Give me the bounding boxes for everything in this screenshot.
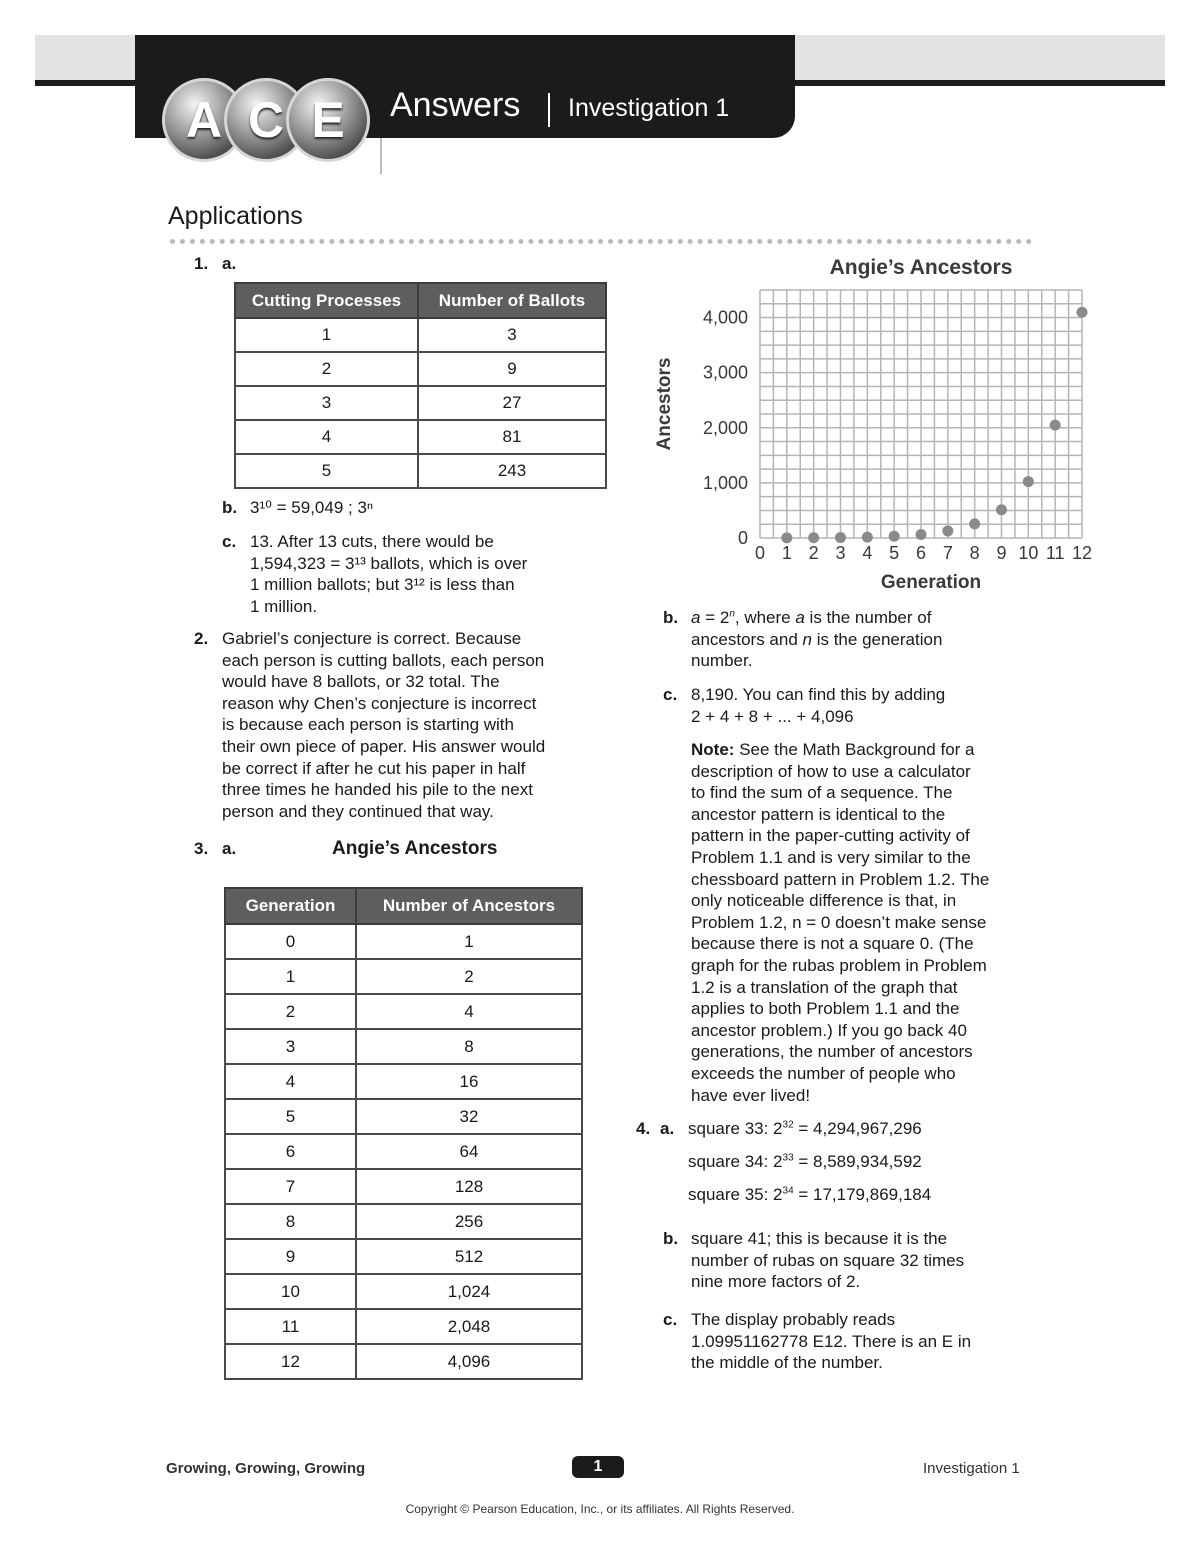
- table-row: [225, 1239, 582, 1274]
- y-tick-label: 4,000: [702, 307, 748, 328]
- table-cell: 6: [225, 1134, 356, 1169]
- data-point: [862, 532, 873, 543]
- x-tick-label: 5: [889, 543, 900, 563]
- q3-c-line: 8,190. You can find this by adding: [691, 685, 946, 704]
- q3-table-title: Angie’s Ancestors: [332, 838, 498, 859]
- table-cell: 2: [235, 352, 418, 386]
- table-cell: 27: [418, 386, 606, 420]
- q1-c-label: c.: [222, 532, 237, 551]
- data-point: [1023, 476, 1034, 487]
- q2-line: person and they continued that way.: [222, 801, 494, 821]
- q3-b-line: number.: [691, 651, 753, 671]
- x-tick-label: 10: [1018, 543, 1039, 563]
- q3-note-line: Problem 1.1 and is very similar to the: [691, 847, 971, 867]
- table-cell: 3: [225, 1029, 356, 1064]
- data-point: [996, 504, 1007, 515]
- q1-c-line: 1,594,323 = 3¹³ ballots, which is over: [250, 553, 528, 573]
- q4-c-line: 1.09951162778 E12. There is an E in: [691, 1331, 972, 1351]
- y-tick-label: 1,000: [702, 472, 748, 493]
- q2-line: three times he handed his pile to the next: [222, 780, 533, 800]
- table-cell: 1: [225, 959, 356, 994]
- q3-c-text: [691, 684, 945, 727]
- table-cell: 64: [356, 1134, 582, 1169]
- ancestors-table: [224, 887, 583, 1380]
- footer-investigation: Investigation 1: [923, 1460, 1020, 1477]
- q3-note-line: have ever lived!: [691, 1085, 811, 1105]
- table-cell: 128: [356, 1169, 582, 1204]
- col-header: Number of Ancestors: [356, 888, 582, 924]
- table-row: [225, 1344, 582, 1379]
- table-row: [225, 994, 582, 1029]
- page-number: 1: [572, 1456, 624, 1478]
- table-row: [235, 318, 606, 352]
- q1-number: 1.: [194, 254, 209, 273]
- table-row: [225, 1099, 582, 1134]
- q3-note-line: to find the sum of a sequence. The: [691, 783, 953, 803]
- q1-a-label: a.: [222, 254, 237, 273]
- table-row: [225, 1064, 582, 1099]
- table-cell: 8: [225, 1204, 356, 1239]
- q4-a-line: square 33: $2^{32} = 4,294,967,296$: [688, 1119, 922, 1138]
- q2-line: reason why Chen’s conjecture is incorrect: [222, 693, 537, 713]
- data-point: [835, 532, 846, 543]
- table-cell: 8: [356, 1029, 582, 1064]
- logo-letter-c: C: [224, 78, 308, 162]
- q3-note-line: only noticeable difference is that, in: [691, 891, 957, 911]
- table-cell: 4,096: [356, 1344, 582, 1379]
- q4-c-label: c.: [663, 1310, 678, 1329]
- data-point: [1077, 307, 1088, 318]
- x-tick-label: 4: [862, 543, 873, 563]
- q3-b-label: b.: [663, 608, 679, 627]
- x-axis-label: Generation: [880, 572, 982, 593]
- q3-note-line: description of how to use a calculator: [691, 761, 971, 781]
- col-header: Number of Ballots: [418, 283, 606, 318]
- table-cell: 4: [225, 1064, 356, 1099]
- q4-b-line: number of rubas on square 32 times: [691, 1250, 965, 1270]
- note-label: Note:: [691, 740, 735, 759]
- note-text: See the Math Background for a: [739, 740, 975, 759]
- table-cell: 1,024: [356, 1274, 582, 1309]
- table-cell: 7: [225, 1169, 356, 1204]
- table-row: [225, 1274, 582, 1309]
- table-row: [225, 1169, 582, 1204]
- table-cell: 2,048: [356, 1309, 582, 1344]
- q4-b-line: nine more factors of 2.: [691, 1272, 861, 1292]
- x-tick-label: 9: [996, 543, 1007, 563]
- q2-line: Gabriel’s conjecture is correct. Because: [222, 629, 522, 648]
- q1-b-text: 3¹⁰ = 59,049 ; 3ⁿ: [250, 498, 374, 517]
- table-cell: 16: [356, 1064, 582, 1099]
- q1-c-text: [250, 531, 527, 617]
- table-cell: 3: [418, 318, 606, 352]
- q4-a-label: a.: [660, 1119, 675, 1138]
- ballots-table: [234, 282, 607, 489]
- q4-c-line: the middle of the number.: [691, 1353, 883, 1373]
- table-cell: 5: [235, 454, 418, 488]
- q2-line: each person is cutting ballots, each person: [222, 650, 545, 670]
- q3-note-line: graph for the rubas problem in Problem: [691, 955, 987, 975]
- table-cell: 1: [356, 924, 582, 959]
- table-row: [225, 1309, 582, 1344]
- q3-a-label: a.: [222, 839, 237, 858]
- table-row: [235, 454, 606, 488]
- section-title: Applications: [168, 202, 303, 230]
- table-cell: 4: [356, 994, 582, 1029]
- q1-c-line: 13. After 13 cuts, there would be: [250, 532, 494, 551]
- table-header-row: [235, 283, 606, 318]
- section-divider: [170, 239, 1032, 244]
- q3-note-line: 1.2 is a translation of the graph that: [691, 977, 958, 997]
- q2-line: would have 8 ballots, or 32 total. The: [222, 672, 500, 692]
- q3-note-line: pattern in the paper-cutting activity of: [691, 826, 970, 846]
- table-cell: 11: [225, 1309, 356, 1344]
- q2-line: their own piece of paper. His answer would: [222, 736, 546, 756]
- q4-b-text: [691, 1228, 964, 1293]
- header-title: Answers: [390, 86, 521, 124]
- x-tick-label: 6: [915, 543, 927, 563]
- table-cell: 32: [356, 1099, 582, 1134]
- header-divider: [380, 138, 382, 174]
- y-axis-label: Ancestors: [654, 357, 675, 451]
- data-point: [889, 531, 900, 542]
- data-point: [969, 518, 980, 529]
- data-point: [808, 532, 819, 543]
- q3-b-line: ancestors and n is the generation: [691, 629, 943, 649]
- header-subtitle: Investigation 1: [568, 94, 730, 122]
- q3-note-line: chessboard pattern in Problem 1.2. The: [691, 869, 990, 889]
- q3-number: 3.: [194, 839, 209, 858]
- table-cell: 12: [225, 1344, 356, 1379]
- q1-c-line: 1 million.: [250, 596, 318, 616]
- q3-note-line: Problem 1.2, n = 0 doesn’t make sense: [691, 912, 987, 932]
- q3-note-line: exceeds the number of people who: [691, 1063, 956, 1083]
- x-tick-label: 11: [1045, 543, 1065, 563]
- q2-line: is because each person is starting with: [222, 715, 514, 735]
- logo-letter-a: A: [162, 78, 246, 162]
- y-tick-label: 0: [737, 528, 748, 548]
- table-row: [235, 420, 606, 454]
- q4-c-text: [691, 1309, 971, 1374]
- data-point: [781, 532, 792, 543]
- q3-note-line: applies to both Problem 1.1 and the: [691, 999, 960, 1019]
- table-cell: 2: [356, 959, 582, 994]
- table-row: [225, 1204, 582, 1239]
- copyright: Copyright © Pearson Education, Inc., or its affiliates. All Rights Reserved.: [405, 1502, 795, 1516]
- q2-number: 2.: [194, 629, 209, 648]
- table-cell: 10: [225, 1274, 356, 1309]
- footer-unit-title: Growing, Growing, Growing: [166, 1460, 366, 1477]
- table-row: [235, 352, 606, 386]
- q3-c-label: c.: [663, 685, 678, 704]
- q3-note-line: generations, the number of ancestors: [691, 1042, 973, 1062]
- q3-note-line: because there is not a square 0. (The: [691, 934, 974, 954]
- q3-c-line: 2 + 4 + 8 + ... + 4,096: [691, 706, 854, 726]
- data-point: [942, 525, 953, 536]
- chart-title: Angie’s Ancestors: [829, 256, 1013, 279]
- q3-b-text: [691, 607, 942, 672]
- table-row: [235, 386, 606, 420]
- x-tick-label: 12: [1071, 543, 1093, 563]
- table-cell: 5: [225, 1099, 356, 1134]
- table-cell: 1: [235, 318, 418, 352]
- q4-a-line: square 34: $2^{33} = 8,589,934,592$: [688, 1152, 922, 1171]
- table-cell: 2: [225, 994, 356, 1029]
- q1-b-label: b.: [222, 498, 238, 517]
- table-cell: 9: [225, 1239, 356, 1274]
- logo-letter-e: E: [286, 78, 370, 162]
- table-cell: 3: [235, 386, 418, 420]
- q2-text: [222, 628, 545, 822]
- table-cell: 9: [418, 352, 606, 386]
- data-point: [1050, 420, 1061, 431]
- table-cell: 512: [356, 1239, 582, 1274]
- q3-note-line: ancestor pattern is identical to the: [691, 804, 946, 824]
- x-tick-label: 2: [808, 543, 819, 563]
- q3-note-line: [691, 739, 989, 761]
- header-separator: [548, 93, 550, 127]
- q2-line: be correct if after he cut his paper in half: [222, 758, 526, 778]
- col-header: Cutting Processes: [235, 283, 418, 318]
- table-cell: 4: [235, 420, 418, 454]
- q4-b-line: square 41; this is because it is the: [691, 1229, 948, 1248]
- ace-logo: [162, 78, 372, 164]
- table-cell: 243: [418, 454, 606, 488]
- x-tick-label: 1: [781, 543, 792, 563]
- q3-b-line: $a = 2^n$, where a is the number of: [691, 608, 932, 627]
- y-tick-label: 3,000: [702, 362, 748, 383]
- table-header-row: [225, 888, 582, 924]
- x-tick-label: 0: [754, 543, 766, 563]
- x-tick-label: 3: [835, 543, 846, 563]
- col-header: Generation: [225, 888, 356, 924]
- q3-note-line: ancestor problem.) If you go back 40: [691, 1020, 967, 1040]
- data-point: [916, 529, 927, 540]
- q4-number: 4.: [636, 1119, 651, 1138]
- y-tick-label: 2,000: [702, 417, 748, 438]
- table-cell: 81: [418, 420, 606, 454]
- table-row: [225, 959, 582, 994]
- table-cell: 0: [225, 924, 356, 959]
- table-row: [225, 1134, 582, 1169]
- x-tick-label: 7: [942, 543, 953, 563]
- ancestors-chart: [650, 250, 1110, 600]
- q4-c-line: The display probably reads: [691, 1310, 896, 1329]
- q4-a-line: square 35: $2^{34} = 17,179,869,184$: [688, 1185, 932, 1204]
- table-row: [225, 924, 582, 959]
- x-tick-label: 8: [969, 543, 980, 563]
- q1-c-line: 1 million ballots; but 3¹² is less than: [250, 575, 515, 595]
- table-row: [225, 1029, 582, 1064]
- table-cell: 256: [356, 1204, 582, 1239]
- q4-b-label: b.: [663, 1229, 679, 1248]
- q3-note: [691, 739, 989, 1106]
